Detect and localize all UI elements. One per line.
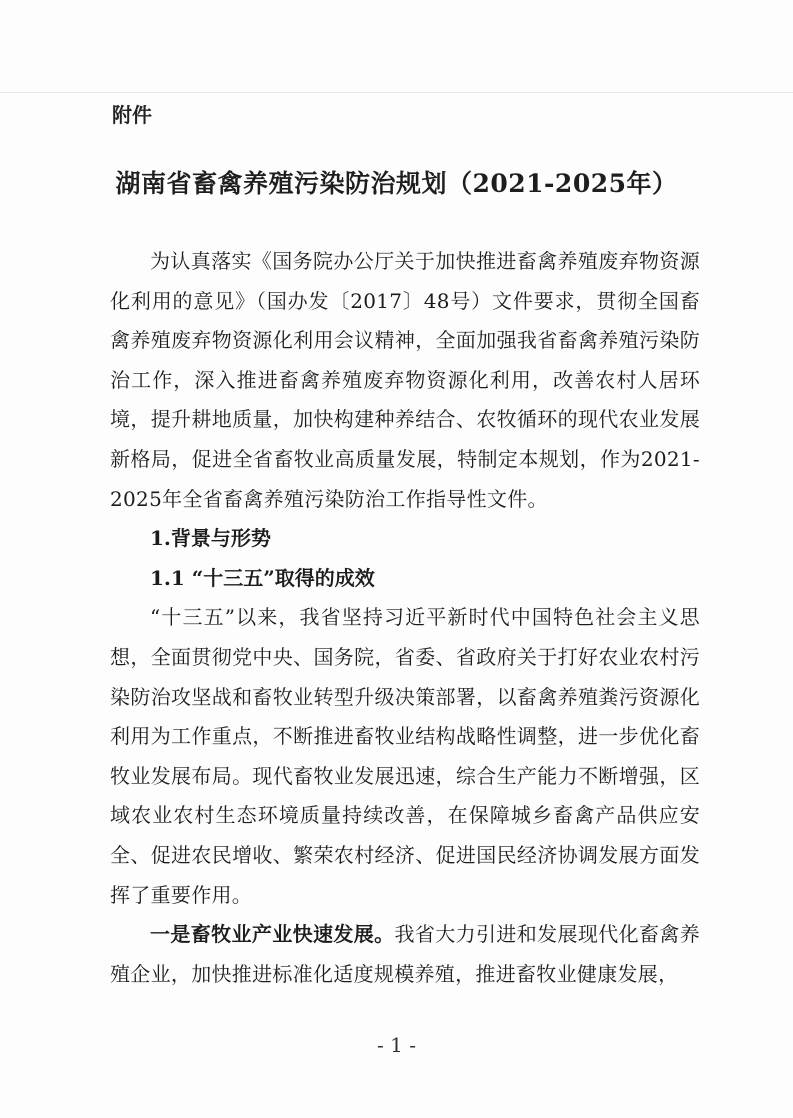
scan-edge-line bbox=[0, 92, 793, 93]
intro-paragraph: 为认真落实《国务院办公厅关于加快推进畜禽养殖废弃物资源化利用的意见》（国办发〔2017〕48号）文件要求，贯彻全国畜禽养殖废弃物资源化利用会议精神，全面加强我省畜禽养殖污染防治工作，深入推进畜禽养殖废弃物资源化利用，改善农村人居环境，提升耕地质量，加快构建种养结合、农牧循环的现代农业发展新格局，促进全省畜牧业高质量发展，特制定本规划，作为2021-2025年全省畜禽养殖污染防治工作指导性文件。 bbox=[110, 249, 700, 511]
document-title: 湖南省畜禽养殖污染防治规划（2021-2025年） bbox=[115, 169, 678, 198]
point-1-lead: 一是畜牧业产业快速发展。 bbox=[150, 922, 395, 947]
page-number: - 1 - bbox=[377, 1033, 416, 1057]
point-1-paragraph bbox=[110, 915, 700, 994]
section-heading-1: 1.背景与形势 bbox=[150, 526, 271, 551]
point-1-text: 我省大力引进和发展现代化畜禽养殖企业，加快推进标准化适度规模养殖，推进畜牧业健康发展， bbox=[110, 922, 701, 986]
document-body bbox=[110, 242, 700, 994]
section-heading-1-1: 1.1 “十三五”取得的成效 bbox=[150, 565, 375, 590]
achievements-paragraph: “十三五”以来，我省坚持习近平新时代中国特色社会主义思想，全面贯彻党中央、国务院，省委、省政府关于打好农业农村污染防治攻坚战和畜牧业转型升级决策部署，以畜禽养殖粪污资源化利用为工作重点，不断推进畜牧业结构战略性调整，进一步优化畜牧业发展布局。现代畜牧业发展迅速，综合生产能力不断增强，区域农业农村生态环境质量持续改善，在保障城乡畜禽产品供应安全、促进农民增收、繁荣农村经济、促进国民经济协调发展方面发挥了重要作用。 bbox=[110, 605, 700, 907]
attachment-label: 附件 bbox=[112, 103, 152, 127]
